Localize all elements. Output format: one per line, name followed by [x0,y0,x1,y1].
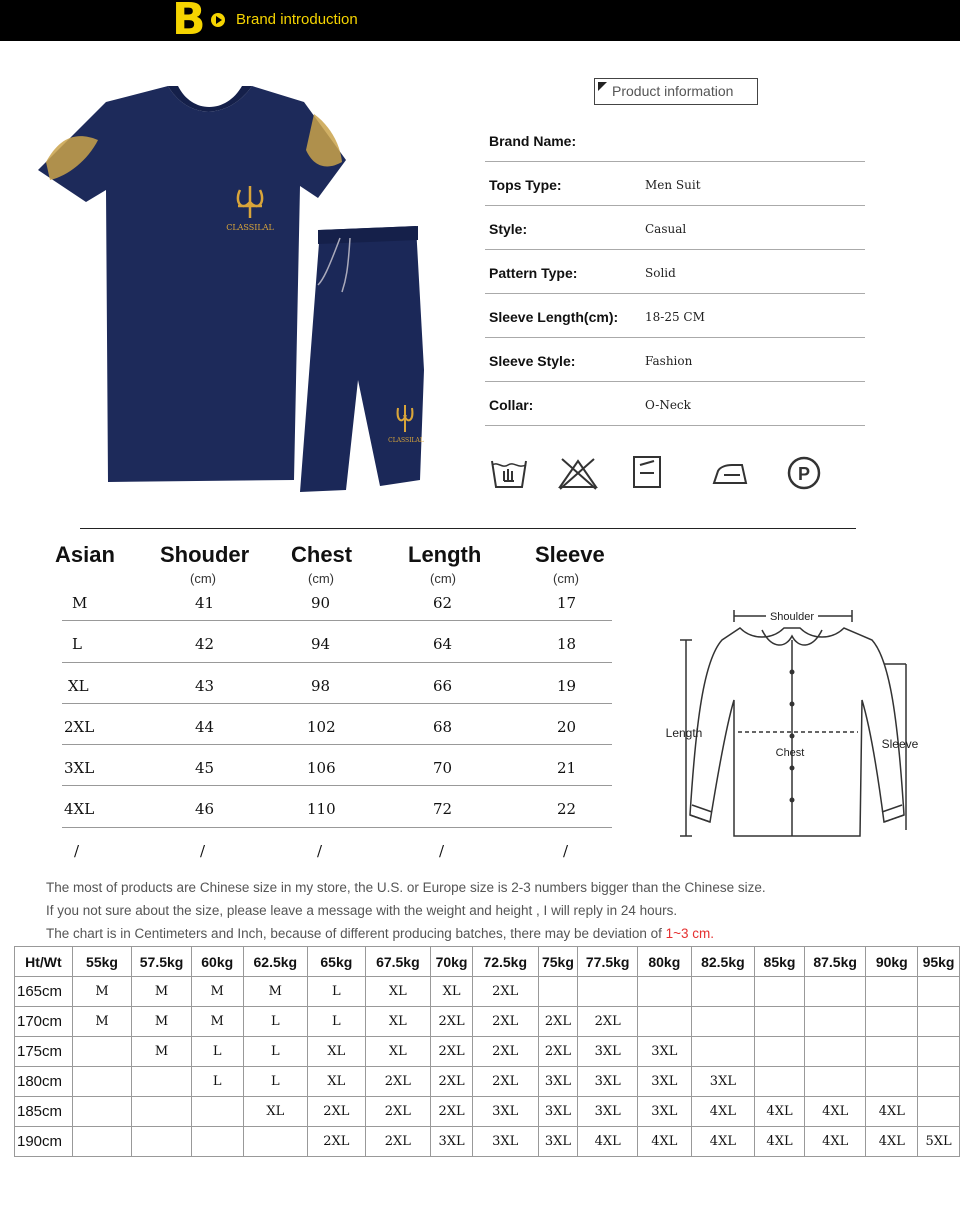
info-value: Fashion [645,354,693,368]
svg-text:P: P [797,464,811,484]
size-unit: (cm) [308,571,334,586]
size-cell: / [74,841,80,860]
size-cell [918,1097,960,1127]
size-cell: 3XL [578,1097,638,1127]
size-cell: 2XL [365,1127,431,1157]
info-row [485,382,865,426]
weight-header: 67.5kg [365,947,431,977]
info-value: Men Suit [645,178,701,192]
size-unit: (cm) [553,571,579,586]
size-cell: 18 [557,635,577,654]
size-cell: 2XL [308,1097,365,1127]
weight-header: 65kg [308,947,365,977]
size-cell: 2XL [472,1007,538,1037]
chest-label: Chest [775,747,805,759]
size-cell: 4XL [691,1097,755,1127]
size-cell: 46 [195,800,215,819]
size-cell [132,1127,192,1157]
size-cell [866,1037,918,1067]
brand-title: Brand introduction [236,11,358,28]
size-cell: M [132,1037,192,1067]
info-row [485,206,865,250]
size-cell [538,977,578,1007]
size-notes [46,876,766,945]
size-cell: M [132,977,192,1007]
size-cell [918,977,960,1007]
info-row [485,250,865,294]
size-row [62,621,612,662]
size-row [62,786,612,827]
size-cell: 62 [433,594,453,612]
size-cell: 102 [307,717,336,736]
size-cell [918,1037,960,1067]
size-cell [638,977,692,1007]
height-weight-table [14,946,960,1157]
size-cell: 3XL [638,1067,692,1097]
info-value: Solid [645,266,676,280]
product-info-title: Product information [594,78,758,105]
size-cell [691,1007,755,1037]
size-cell: M [191,977,243,1007]
weight-header: 72.5kg [472,947,538,977]
size-cell: 44 [195,717,215,736]
svg-text:CLASSILAL: CLASSILAL [388,437,424,444]
weight-header: 82.5kg [691,947,755,977]
weight-header: 77.5kg [578,947,638,977]
size-cell [804,1007,866,1037]
size-cell: 3XL [638,1097,692,1127]
size-cell: 2XL [308,1127,365,1157]
size-cell: 2XL [64,717,95,736]
info-row [485,118,865,162]
table-row [15,1127,960,1157]
size-cell: 2XL [578,1007,638,1037]
info-value: Casual [645,222,687,236]
size-row [62,663,612,704]
size-cell: 72 [433,800,453,819]
info-row [485,338,865,382]
size-cell: L [308,977,365,1007]
size-cell [191,1127,243,1157]
size-header: Length [408,542,482,567]
iron-icon [712,455,750,485]
size-cell: 2XL [365,1097,431,1127]
size-cell: 21 [557,759,577,778]
size-cell: 4XL [866,1127,918,1157]
size-cell: L [191,1037,243,1067]
height-cell: 180cm [15,1067,73,1097]
size-cell: 66 [433,676,453,695]
size-cell: L [243,1037,308,1067]
size-header: Sleeve [535,542,605,567]
size-cell: 98 [311,676,331,695]
size-cell: 3XL [64,759,95,778]
weight-header: 75kg [538,947,578,977]
size-cell: 3XL [472,1097,538,1127]
size-cell: 41 [195,594,215,612]
size-cell [866,1007,918,1037]
size-cell: 4XL [755,1097,805,1127]
sleeve-label: Sleeve [881,737,919,751]
size-cell: 70 [433,759,453,778]
size-cell: M [132,1007,192,1037]
size-cell: 3XL [538,1097,578,1127]
measurement-diagram [662,600,924,845]
size-cell: 3XL [472,1127,538,1157]
note-line: If you not sure about the size, please leave a message with the weight and height , I will reply in 24 hours. [46,903,678,918]
size-cell [804,1067,866,1097]
weight-header: 62.5kg [243,947,308,977]
size-table [62,580,612,869]
size-cell: XL [365,1037,431,1067]
table-row [15,977,960,1007]
product-info-table [485,118,865,426]
size-row [62,828,612,869]
table-row [15,1097,960,1127]
size-row [62,704,612,745]
size-cell: M [72,594,88,612]
size-cell: 3XL [691,1067,755,1097]
info-row [485,294,865,338]
svg-text:CLASSILAL: CLASSILAL [226,223,274,232]
size-cell: 2XL [538,1037,578,1067]
size-cell: 20 [557,717,577,736]
size-cell: 68 [433,717,453,736]
size-cell [638,1007,692,1037]
size-cell: 3XL [578,1067,638,1097]
size-cell: 110 [307,800,336,819]
corner-cell: Ht/Wt [15,947,73,977]
size-cell: 42 [195,635,215,654]
weight-header: 80kg [638,947,692,977]
size-cell [755,1067,805,1097]
size-cell [72,1127,131,1157]
size-cell: L [243,1007,308,1037]
size-cell: 45 [195,759,215,778]
table-header-row [15,947,960,977]
size-cell: 2XL [431,1097,473,1127]
size-cell: XL [308,1067,365,1097]
size-header: Chest [291,542,353,567]
size-cell: XL [308,1037,365,1067]
length-label: Length [665,726,703,740]
size-cell: XL [365,1007,431,1037]
size-cell [72,1037,131,1067]
size-cell [755,1037,805,1067]
size-cell [691,1037,755,1067]
care-icons [488,455,828,495]
size-unit: (cm) [430,571,456,586]
brand-header [0,0,960,45]
size-cell: 4XL [804,1127,866,1157]
size-cell: 2XL [472,1067,538,1097]
size-cell [866,977,918,1007]
height-cell: 165cm [15,977,73,1007]
note-line: The most of products are Chinese size in my store, the U.S. or Europe size is 2-3 numbers bigger than the Chinese size. [46,880,766,895]
weight-header: 70kg [431,947,473,977]
size-cell: 3XL [638,1037,692,1067]
size-cell: L [308,1007,365,1037]
size-cell: 4XL [866,1097,918,1127]
size-cell: 3XL [538,1127,578,1157]
info-value: O-Neck [645,398,691,412]
size-cell: M [72,977,131,1007]
size-cell: / [439,841,445,860]
table-row [15,1007,960,1037]
size-cell: L [191,1067,243,1097]
size-cell: XL [243,1097,308,1127]
size-cell: 4XL [755,1127,805,1157]
size-cell: / [200,841,206,860]
size-cell: M [191,1007,243,1037]
size-cell: 94 [311,635,331,654]
size-cell: 22 [557,800,577,819]
size-cell: 43 [195,676,215,695]
size-row [62,580,612,621]
info-key: Sleeve Style: [489,353,576,369]
size-cell: 64 [433,635,453,654]
size-cell: 3XL [578,1037,638,1067]
size-cell: 2XL [472,1037,538,1067]
size-unit: (cm) [190,571,216,586]
size-cell: M [72,1007,131,1037]
size-cell: L [72,635,82,654]
section-divider [80,528,856,529]
size-cell: 2XL [472,977,538,1007]
size-cell: 2XL [365,1067,431,1097]
weight-header: 60kg [191,947,243,977]
size-cell: 4XL [578,1127,638,1157]
dry-clean-icon [786,455,822,491]
size-cell [72,1097,131,1127]
info-key: Pattern Type: [489,265,578,281]
height-cell: 190cm [15,1127,73,1157]
size-cell: 17 [557,594,577,612]
size-cell: M [243,977,308,1007]
height-cell: 170cm [15,1007,73,1037]
info-key: Brand Name: [489,133,577,149]
size-cell: 2XL [431,1067,473,1097]
weight-header: 95kg [918,947,960,977]
size-cell: 90 [311,594,331,612]
size-cell [243,1127,308,1157]
info-key: Collar: [489,397,534,413]
weight-header: 57.5kg [132,947,192,977]
size-cell [691,977,755,1007]
table-row [15,1067,960,1097]
size-cell: XL [431,977,473,1007]
size-cell [755,977,805,1007]
size-cell: 5XL [918,1127,960,1157]
tumble-dry-icon [632,455,662,489]
size-cell [804,977,866,1007]
weight-header: 87.5kg [804,947,866,977]
size-cell: 4XL [804,1097,866,1127]
size-row [62,745,612,786]
size-cell [132,1097,192,1127]
size-cell: 19 [557,676,577,695]
size-cell [72,1067,131,1097]
size-cell [755,1007,805,1037]
size-cell: / [317,841,323,860]
size-cell: 4XL [64,800,95,819]
note-deviation: 1~3 cm. [665,926,715,941]
size-cell: 3XL [431,1127,473,1157]
size-cell [132,1067,192,1097]
size-header: Shouder [160,542,250,567]
size-cell [191,1097,243,1127]
note-text: The chart is in Centimeters and Inch, because of different producing batches, there may be deviation of [46,926,666,941]
size-cell: / [563,841,569,860]
size-cell [918,1067,960,1097]
size-header: Asian [55,542,115,567]
hand-wash-icon [490,455,528,489]
size-cell: 106 [307,759,336,778]
size-cell [804,1037,866,1067]
weight-header: 85kg [755,947,805,977]
shoulder-label: Shoulder [769,611,815,623]
info-key: Style: [489,221,528,237]
brand-letter: B [172,0,206,45]
size-cell: L [243,1067,308,1097]
size-cell: XL [68,676,89,695]
size-cell: 2XL [538,1007,578,1037]
info-value: 18-25 CM [645,310,705,324]
product-image [28,80,468,510]
size-cell: 3XL [538,1067,578,1097]
size-cell [866,1067,918,1097]
info-row [485,162,865,206]
size-cell [578,977,638,1007]
table-row [15,1037,960,1067]
size-cell: 2XL [431,1007,473,1037]
no-bleach-icon [556,455,600,491]
height-cell: 185cm [15,1097,73,1127]
size-cell: XL [365,977,431,1007]
size-cell: 4XL [691,1127,755,1157]
info-key: Tops Type: [489,177,562,193]
height-cell: 175cm [15,1037,73,1067]
play-icon [211,13,225,27]
size-cell: 2XL [431,1037,473,1067]
weight-header: 90kg [866,947,918,977]
weight-header: 55kg [72,947,131,977]
size-cell: 4XL [638,1127,692,1157]
note-line [46,922,766,945]
size-cell [918,1007,960,1037]
info-key: Sleeve Length(cm): [489,309,619,325]
